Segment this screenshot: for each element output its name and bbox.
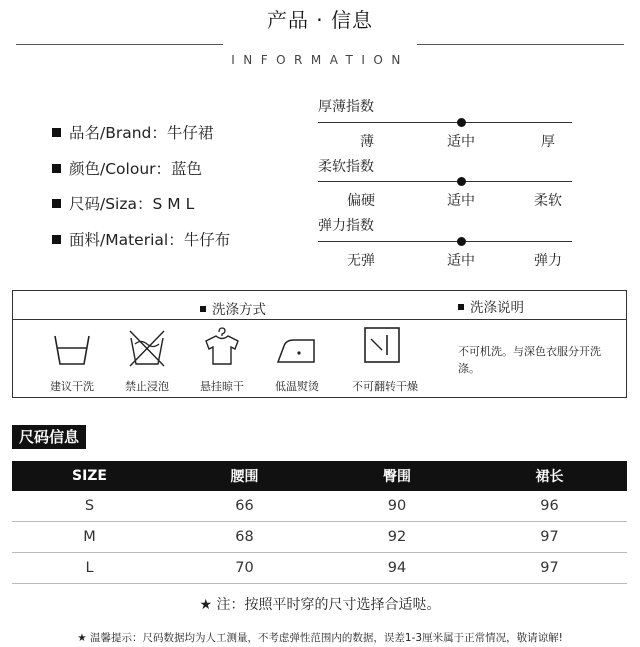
size-tip-note: ★ 注：按照平时穿的尺寸选择合适哒。 [199, 597, 441, 613]
bullet-square-icon [458, 304, 464, 310]
info-colour-text: 颜色/Colour：蓝色 [69, 160, 203, 178]
info-material-text: 面料/Material：牛仔布 [69, 231, 231, 249]
scale-softness-option: 适中 [447, 193, 475, 209]
table-row [12, 553, 627, 584]
no-soak-icon [127, 328, 167, 368]
size-info-title: 尺码信息 [12, 425, 86, 449]
wash-notes-header-text: 洗涤说明 [470, 300, 524, 316]
scale-elasticity-track [318, 241, 572, 242]
size-table-header [12, 461, 627, 491]
info-colour [52, 157, 202, 179]
bullet-square-icon [52, 128, 61, 137]
low-temp-iron-icon [276, 328, 316, 368]
wash-method-header-text: 洗涤方式 [212, 302, 266, 318]
scale-thickness-marker-icon [457, 118, 466, 127]
scale-thickness-title: 厚薄指数 [318, 99, 374, 115]
table-cell: M [12, 522, 167, 553]
wash-icon-label: 建议干洗 [50, 380, 94, 393]
wash-icon-label: 禁止浸泡 [125, 380, 169, 393]
scale-softness-marker-icon [457, 177, 466, 186]
page-title: 产品 · 信息 [266, 8, 374, 32]
wash-icon-label: 不可翻转干燥 [352, 380, 418, 393]
table-cell: 97 [472, 553, 627, 584]
bullet-square-icon [52, 235, 61, 244]
scale-thickness-option: 薄 [360, 134, 374, 150]
wash-notes-header [458, 296, 524, 316]
table-cell: 97 [472, 522, 627, 553]
bullet-square-icon [200, 306, 206, 312]
no-tumble-dry-icon [362, 325, 402, 365]
scale-softness-option: 偏硬 [347, 193, 375, 209]
scale-elasticity-option: 适中 [447, 253, 475, 269]
info-size-text: 尺码/Siza：S M L [69, 195, 195, 213]
info-brand [52, 121, 213, 143]
scale-softness-option: 柔软 [534, 193, 562, 209]
hand-wash-icon [52, 328, 92, 368]
scale-softness-track [318, 181, 572, 182]
title-divider-right [417, 44, 624, 45]
table-cell: 94 [322, 553, 472, 584]
scale-elasticity-option: 弹力 [534, 253, 562, 269]
column-header: SIZE [12, 461, 167, 491]
scale-thickness-option: 适中 [447, 134, 475, 150]
scale-elasticity-marker-icon [457, 237, 466, 246]
column-header: 臀围 [322, 461, 472, 491]
table-row [12, 522, 627, 553]
title-divider-left [16, 44, 223, 45]
scale-thickness-option: 厚 [541, 134, 555, 150]
hang-dry-icon [202, 326, 242, 366]
table-cell: 96 [472, 491, 627, 522]
table-cell: 92 [322, 522, 472, 553]
scale-softness-title: 柔软指数 [318, 159, 374, 175]
info-size [52, 192, 194, 214]
column-header: 裙长 [472, 461, 627, 491]
bullet-square-icon [52, 199, 61, 208]
size-table [12, 461, 627, 584]
wash-icon-label: 悬挂晾干 [200, 380, 244, 393]
column-header: 腰围 [167, 461, 322, 491]
table-cell: 70 [167, 553, 322, 584]
scale-elasticity-option: 无弹 [347, 253, 375, 269]
bullet-square-icon [52, 164, 61, 173]
table-row [12, 491, 627, 522]
info-brand-text: 品名/Brand：牛仔裙 [69, 124, 214, 142]
table-cell: S [12, 491, 167, 522]
table-cell: 90 [322, 491, 472, 522]
wash-note-text: 不可机洗。与深色衣服分开洗涤。 [458, 345, 601, 375]
table-cell: L [12, 553, 167, 584]
wash-icon-label: 低温熨烫 [275, 380, 319, 393]
info-material [52, 228, 230, 250]
measurement-disclaimer: ★ 温馨提示：尺码数据均为人工测量，不考虑弹性范围内的数据，误差1-3厘米属于正常情况，敬请谅解! [77, 632, 563, 644]
table-cell: 68 [167, 522, 322, 553]
table-cell: 66 [167, 491, 322, 522]
scale-thickness-track [318, 122, 572, 123]
page-subtitle: INFORMATION [231, 53, 409, 67]
scale-elasticity-title: 弹力指数 [318, 218, 374, 234]
wash-method-header [200, 298, 266, 318]
wash-care-divider [12, 319, 627, 320]
